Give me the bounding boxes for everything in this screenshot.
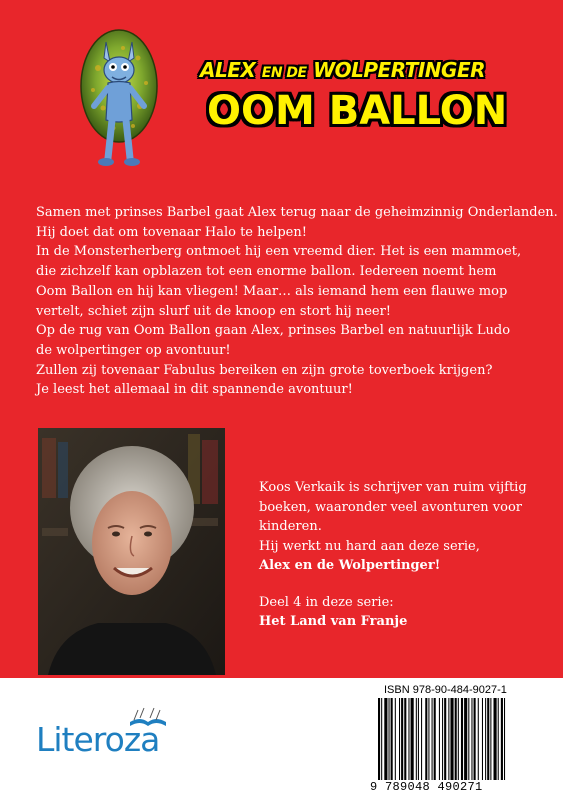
author-bio-line: Hij werkt nu hard aan deze serie,: [259, 538, 480, 554]
blurb-line: die zichzelf kan opblazen tot een enorme ballon. Iedereen noemt hem: [36, 264, 497, 280]
blurb-line: Oom Ballon en hij kan vliegen! Maar… als iemand hem een flauwe mop: [36, 283, 508, 299]
publisher-name: Literoza: [36, 720, 160, 759]
blurb-line: de wolpertinger op avontuur!: [36, 342, 231, 358]
author-bio: [259, 478, 549, 632]
publisher-logo: [36, 700, 186, 760]
blurb-text: [36, 203, 558, 400]
blurb-line: Je leest het allemaal in dit spannende avontuur!: [36, 382, 353, 398]
barcode-digits: 9 789048 490271: [370, 780, 483, 794]
book-title: OOM BALLON: [207, 88, 508, 134]
blurb-line: In de Monsterherberg ontmoet hij een vreemd dier. Het is een mammoet,: [36, 244, 522, 260]
blurb-line: Hij doet dat om tovenaar Halo te helpen!: [36, 224, 307, 240]
blurb-line: Samen met prinses Barbel gaat Alex terug naar de geheimzinnig Onderlanden.: [36, 205, 558, 220]
author-bio-line: boeken, waaronder veel avonturen voor: [259, 499, 522, 515]
blurb-line: Zullen zij tovenaar Fabulus bereiken en zijn grote toverboek krijgen?: [36, 362, 493, 378]
series-title-en-de: EN DE: [261, 65, 307, 81]
deel-title: Het Land van Franje: [259, 614, 408, 629]
barcode-icon: [376, 698, 551, 780]
series-name: Alex en de Wolpertinger!: [259, 558, 441, 573]
author-bio-line: kinderen.: [259, 519, 322, 534]
series-title-wolpertinger: WOLPERTINGER: [313, 58, 486, 82]
wolpertinger-mascot-illustration: [78, 28, 160, 178]
series-title-alex: ALEX: [200, 58, 256, 82]
blurb-line: vertelt, schiet zijn slurf uit de knoop en stort hij neer!: [36, 303, 392, 319]
blurb-line: Op de rug van Oom Ballon gaan Alex, prinses Barbel en natuurlijk Ludo: [36, 323, 511, 339]
author-bio-line: Koos Verkaik is schrijver van ruim vijftig: [259, 480, 527, 495]
isbn-label: ISBN 978-90-484-9027-1: [384, 684, 507, 696]
deel-label: Deel 4 in deze serie:: [259, 594, 394, 610]
author-photo: [38, 428, 225, 675]
series-title: [200, 58, 530, 82]
